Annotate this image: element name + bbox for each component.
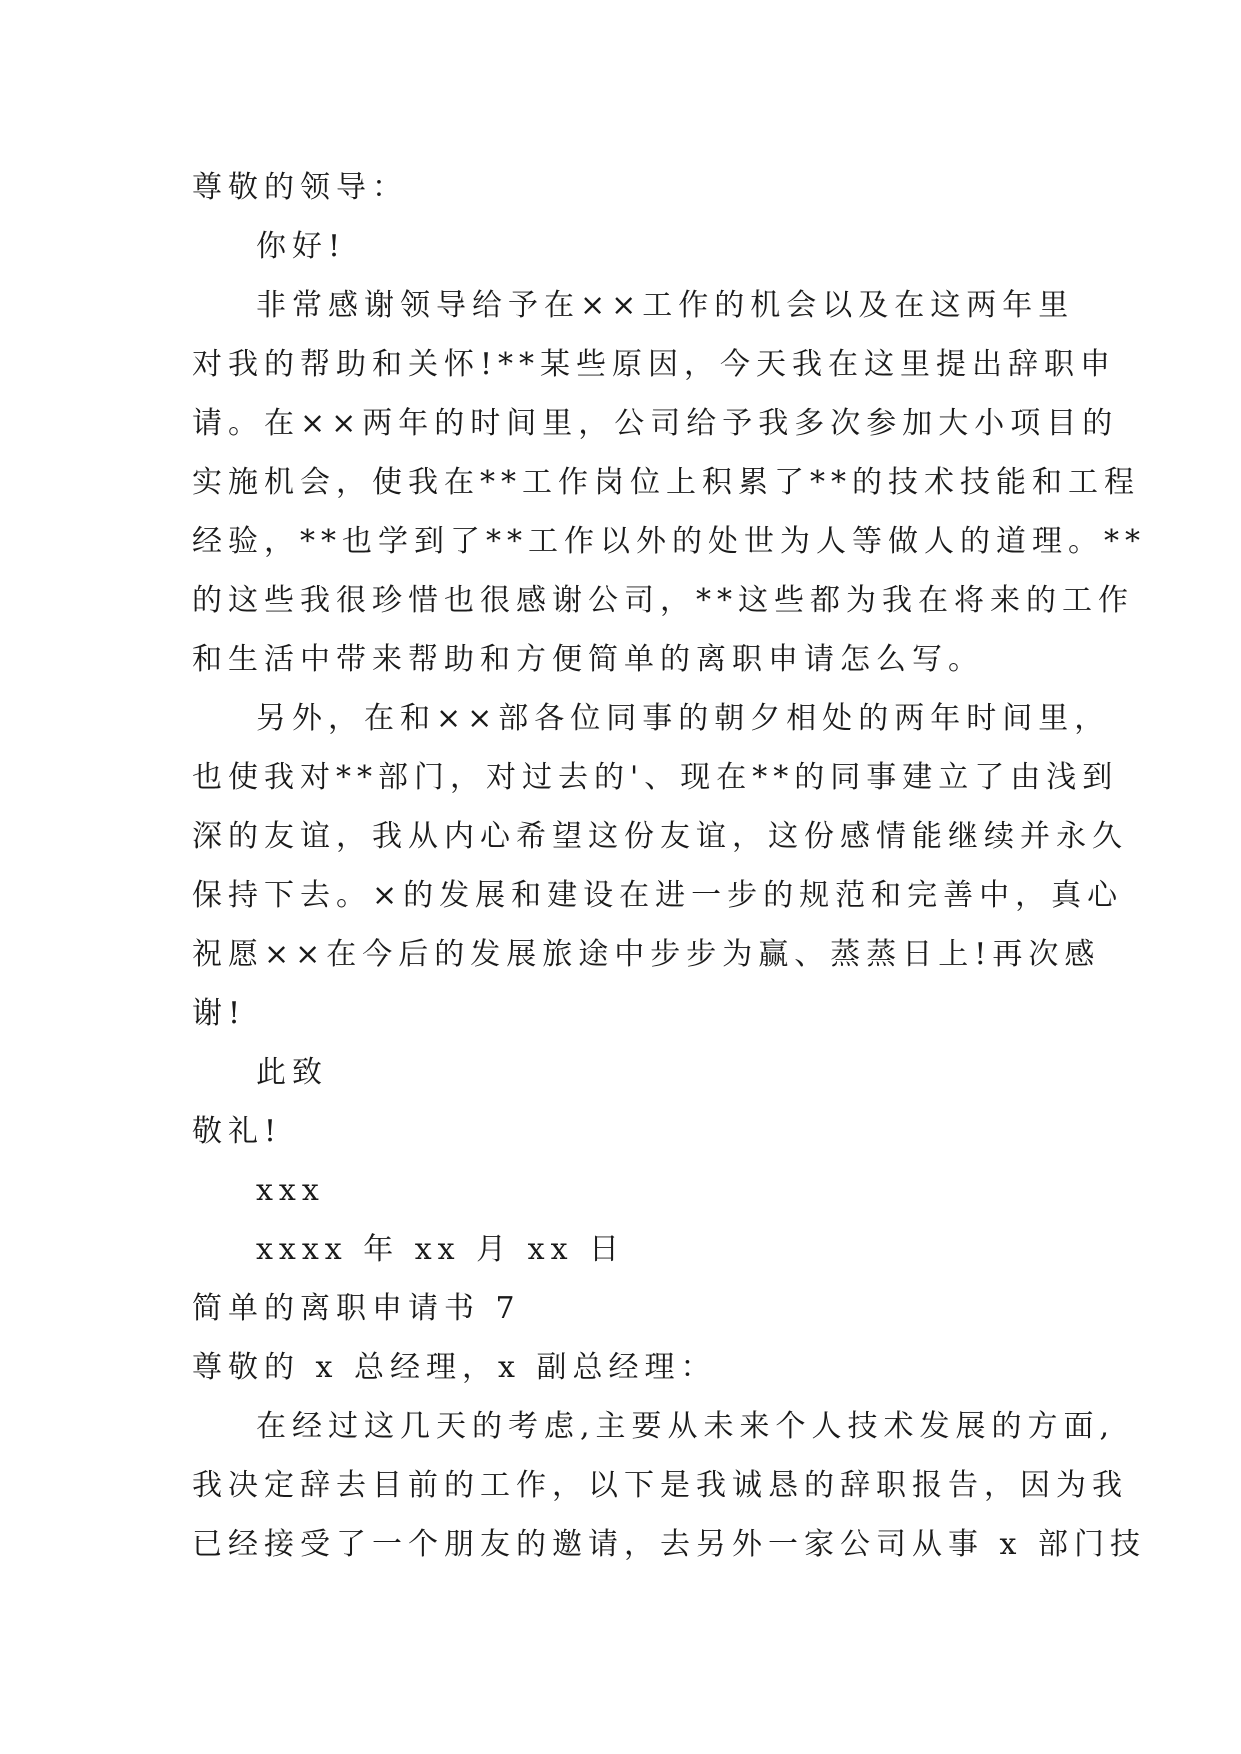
paragraph-line: 在经过这几天的考虑,主要从未来个人技术发展的方面,: [256, 1409, 1116, 1444]
paragraph-line: 实施机会，使我在**工作岗位上积累了**的技术技能和工程: [192, 465, 1140, 500]
letter-greeting: 你好!: [256, 229, 347, 264]
closing-regards: 敬礼!: [192, 1114, 283, 1149]
letter-salutation: 尊敬的领导：: [192, 170, 408, 205]
paragraph-line: 深的友谊，我从内心希望这份友谊，这份感情能继续并永久: [192, 819, 1128, 854]
document-body: [192, 158, 1146, 1574]
paragraph-line: 祝愿××在今后的发展旅途中步步为赢、蒸蒸日上!再次感: [192, 937, 1101, 972]
paragraph-line: 和生活中带来帮助和方便简单的离职申请怎么写。: [192, 642, 984, 677]
paragraph-line: 已经接受了一个朋友的邀请，去另外一家公司从事 x 部门技: [192, 1527, 1146, 1562]
signature: xxx: [256, 1173, 325, 1208]
paragraph-line: 我决定辞去目前的工作，以下是我诚恳的辞职报告，因为我: [192, 1468, 1128, 1503]
paragraph-line: 经验，**也学到了**工作以外的处世为人等做人的道理。**: [192, 524, 1146, 559]
paragraph-line: 另外，在和××部各位同事的朝夕相处的两年时间里，: [256, 701, 1111, 736]
letter-salutation: 尊敬的 x 总经理，x 副总经理：: [192, 1350, 717, 1385]
date-line: xxxx 年 xx 月 xx 日: [256, 1232, 626, 1267]
paragraph-line: 的这些我很珍惜也很感谢公司，**这些都为我在将来的工作: [192, 583, 1134, 618]
paragraph-line: 保持下去。×的发展和建设在进一步的规范和完善中，真心: [192, 878, 1124, 913]
paragraph-line: 非常感谢领导给予在××工作的机会以及在这两年里: [256, 288, 1075, 323]
paragraph-line: 也使我对**部门，对过去的'、现在**的同事建立了由浅到: [192, 760, 1119, 795]
paragraph-line: 请。在××两年的时间里，公司给予我多次参加大小项目的: [192, 406, 1119, 441]
paragraph-line: 谢!: [192, 996, 247, 1031]
closing-line: 此致: [256, 1055, 328, 1090]
paragraph-line: 对我的帮助和关怀!**某些原因，今天我在这里提出辞职申: [192, 347, 1117, 382]
section-heading: 简单的离职申请书 7: [192, 1291, 521, 1326]
